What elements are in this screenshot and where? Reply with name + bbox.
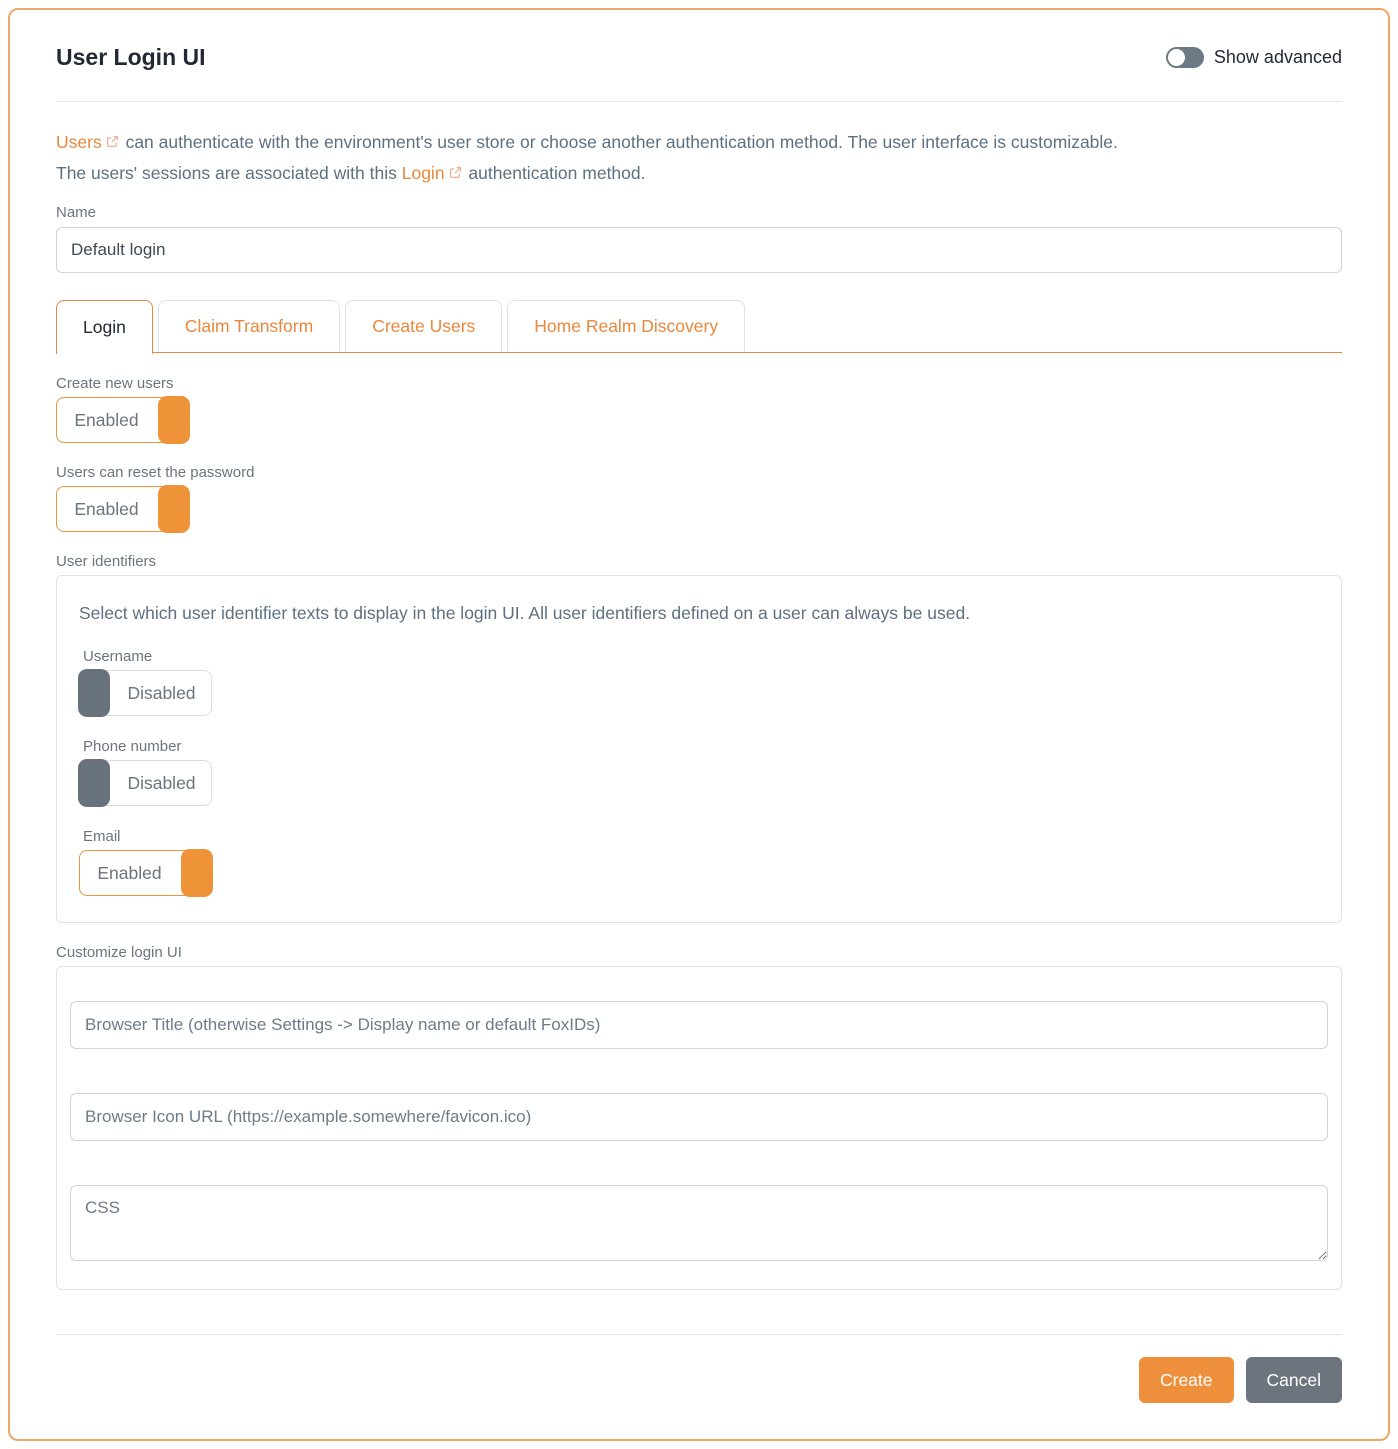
show-advanced-toggle[interactable]	[1166, 47, 1342, 68]
footer-actions	[56, 1357, 1342, 1403]
intro-text-3: authentication method.	[463, 163, 646, 183]
tab-login[interactable]: Login	[56, 300, 153, 354]
users-link[interactable]: Users	[56, 132, 102, 152]
intro-text-1: can authenticate with the environment's user store or choose another authentication method. The user interface is customizable.	[120, 132, 1118, 152]
toggle-knob	[1168, 49, 1185, 66]
create-button[interactable]: Create	[1139, 1357, 1234, 1403]
tab-claim-transform[interactable]: Claim Transform	[158, 300, 340, 352]
switch-handle-icon	[158, 396, 190, 444]
browser-icon-url-input[interactable]	[70, 1093, 1328, 1141]
email-label: Email	[83, 828, 121, 845]
header	[56, 44, 1342, 71]
external-link-icon	[449, 158, 462, 189]
css-textarea[interactable]	[70, 1185, 1328, 1261]
tab-home-realm-discovery[interactable]: Home Realm Discovery	[507, 300, 745, 352]
cancel-button[interactable]: Cancel	[1246, 1357, 1342, 1403]
tab-bar	[56, 300, 1342, 353]
switch-handle-icon	[78, 669, 110, 717]
footer-divider	[56, 1334, 1342, 1335]
username-label: Username	[83, 648, 153, 665]
show-advanced-label: Show advanced	[1213, 47, 1342, 67]
tab-create-users[interactable]: Create Users	[345, 300, 502, 352]
page-title: User Login UI	[56, 44, 206, 70]
create-new-users-switch[interactable]	[56, 397, 189, 443]
switch-state-label: Enabled	[74, 409, 139, 430]
switch-state-label: Disabled	[127, 682, 196, 703]
switch-state-label: Enabled	[97, 862, 162, 883]
user-identifiers-label: User identifiers	[56, 553, 157, 570]
external-link-icon	[106, 127, 119, 158]
toggle-off-icon[interactable]	[1166, 47, 1204, 68]
phone-number-label: Phone number	[83, 738, 182, 755]
username-switch[interactable]	[79, 670, 212, 716]
login-link[interactable]: Login	[401, 163, 445, 183]
switch-state-label: Disabled	[127, 772, 196, 793]
phone-number-switch[interactable]	[79, 760, 212, 806]
name-label: Name	[56, 204, 97, 221]
customize-login-ui-label: Customize login UI	[56, 944, 182, 961]
spacer	[70, 1049, 1328, 1093]
reset-password-switch[interactable]	[56, 486, 189, 532]
customize-login-ui-box	[56, 966, 1342, 1290]
user-login-ui-panel	[8, 8, 1390, 1441]
switch-handle-icon	[158, 485, 190, 533]
reset-password-label: Users can reset the password	[56, 464, 255, 481]
create-new-users-label: Create new users	[56, 375, 174, 392]
switch-state-label: Enabled	[74, 498, 139, 519]
browser-title-input[interactable]	[70, 1001, 1328, 1049]
switch-handle-icon	[181, 849, 213, 897]
intro-text-2: The users' sessions are associated with this	[56, 163, 402, 183]
header-divider	[56, 101, 1342, 102]
spacer	[70, 1141, 1328, 1185]
name-input[interactable]	[56, 227, 1342, 273]
intro-text	[56, 127, 1342, 189]
user-identifiers-box	[56, 575, 1342, 923]
email-switch[interactable]	[79, 850, 212, 896]
user-identifiers-description: Select which user identifier texts to display in the login UI. All user identifiers defined on a user can always be used.	[79, 603, 971, 623]
switch-handle-icon	[78, 759, 110, 807]
